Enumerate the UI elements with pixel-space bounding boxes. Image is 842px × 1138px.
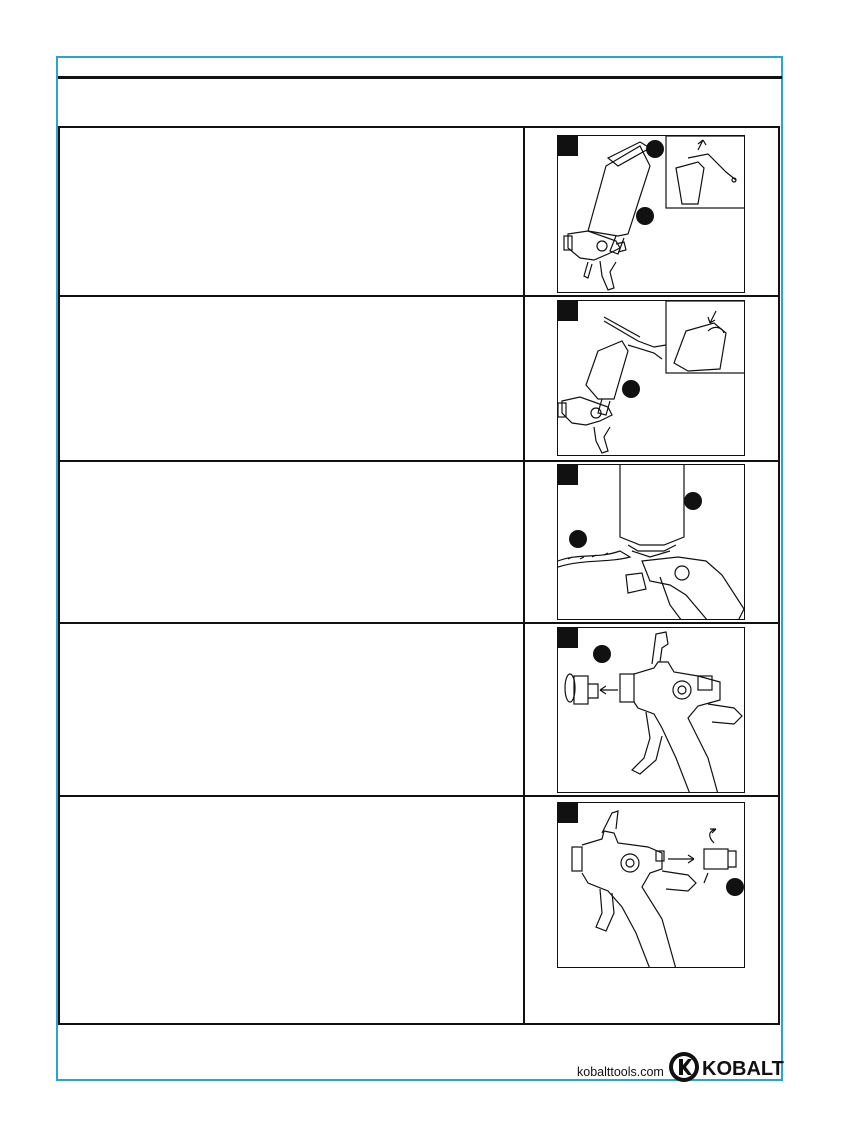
callout-g xyxy=(726,878,744,896)
steps-table xyxy=(58,126,780,1025)
step-4-badge xyxy=(558,628,578,648)
step-4-text xyxy=(60,624,523,795)
fluid-knob-illustration xyxy=(704,829,736,883)
step-5-text xyxy=(60,797,523,1023)
step-3-figure xyxy=(557,464,745,620)
step-1-text xyxy=(60,128,523,295)
spray-gun-illustration xyxy=(558,397,612,453)
arrow-left xyxy=(600,686,618,694)
spray-gun-illustration xyxy=(620,632,742,793)
arrow-right xyxy=(668,855,694,863)
step-2-badge xyxy=(558,301,578,321)
strainer-illustration xyxy=(558,551,630,567)
callout-b xyxy=(636,207,654,225)
callout-c xyxy=(622,380,640,398)
callout-a xyxy=(646,140,664,158)
callout-d xyxy=(684,492,702,510)
step-3-badge xyxy=(558,465,578,485)
step-2-text xyxy=(60,297,523,460)
paint-cup-illustration xyxy=(588,142,650,254)
kobalt-wordmark: KOBALT xyxy=(702,1058,784,1080)
callout-e xyxy=(569,530,587,548)
air-cap-illustration xyxy=(565,674,598,704)
step-3-text xyxy=(60,462,523,622)
paint-cup-illustration xyxy=(620,465,684,557)
kobalt-logo xyxy=(668,1051,784,1088)
paint-cup-illustration xyxy=(586,317,666,415)
step-5-figure xyxy=(557,802,745,968)
step-1-badge xyxy=(558,136,578,156)
step-2-figure xyxy=(557,300,745,456)
header-rule xyxy=(58,76,782,79)
spray-gun-illustration xyxy=(564,231,626,290)
website-link[interactable]: kobalttools.com xyxy=(577,1065,664,1079)
column-divider xyxy=(523,128,525,1023)
step-1-figure xyxy=(557,135,745,293)
callout-f xyxy=(593,645,611,663)
step-4-figure xyxy=(557,627,745,793)
spray-gun-illustration xyxy=(572,811,696,968)
step-5-badge xyxy=(558,803,578,823)
inset-box xyxy=(666,301,745,373)
spray-gun-illustration xyxy=(626,557,744,620)
inset-box xyxy=(666,136,745,208)
